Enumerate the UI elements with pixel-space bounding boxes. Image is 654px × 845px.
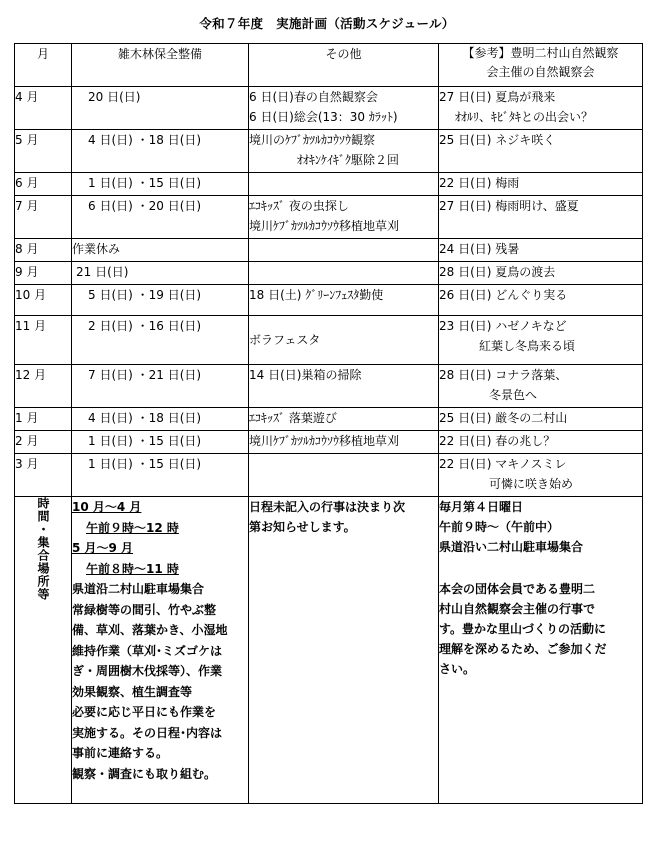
reference-text: 22 日(日) マキノスミレ [439,457,567,471]
table-row [15,262,643,285]
month-cell: 6 月 [15,173,72,196]
period-winter: 10 月～4 月 [72,500,142,514]
other-cell [249,431,439,454]
reference-cell [439,196,643,239]
footer-maintenance-text: 効果観察、植生調査等 [72,684,193,699]
footer-maintenance-text: 事前に連絡する。 [72,746,169,760]
other-text: ｵｵｷﾝｹｲｷﾞｸ駆除２回 [297,153,400,167]
other-cell [249,454,439,497]
footer-reference-text: 毎月第４日曜日 [439,500,524,514]
table-row [15,87,643,130]
reference-cell [439,408,643,431]
reference-text: ｵｵﾙﾘ、ｷﾋﾞﾀｷとの出会い？ [455,110,594,124]
month-cell: 1 月 [15,408,72,431]
maintenance-cell [72,454,249,497]
table-row [15,196,643,239]
header-reference-line2: 会主催の自然観察会 [486,65,595,79]
table-row [15,454,643,497]
reference-text: 25 日(日) ネジキ咲く [439,133,556,147]
footer-maintenance-text: 必要に応じ平日にも作業を [72,705,217,719]
other-text: 境川ｹﾌﾞｶﾂﾙｶｺｳｿｳ移植地草刈 [249,219,400,233]
page-title: 令和７年度 実施計画（活動スケジュール） [199,16,455,31]
reference-text: 27 日(日) 梅雨明け、盛夏 [439,199,579,213]
other-cell [249,87,439,130]
footer-maintenance-text: 常緑樹等の間引、竹やぶ整 [72,602,217,617]
reference-text: 22 日(日) 春の兆し？ [439,434,556,448]
maintenance-text: 作業休み [72,242,121,256]
maintenance-cell [72,431,249,454]
other-text: 14 日(日)巣箱の掃除 [249,368,362,382]
footer-other-cell [249,497,439,804]
footer-maintenance-text: 備、草刈、落葉かき、小湿地 [72,623,228,637]
footer-reference-text: 村山自然観察会主催の行事で [439,602,596,616]
reference-text: 28 日(日) 夏鳥の渡去 [439,265,556,279]
reference-text: 紅葉し冬鳥来る頃 [479,339,576,353]
other-cell [249,173,439,196]
month-cell: 10 月 [15,285,72,316]
other-text: ｴｺｷｯｽﾞ 夜の虫探し [249,199,349,213]
month-cell: 2 月 [15,431,72,454]
other-text: ボラフェスタ [249,333,321,347]
maintenance-cell [72,87,249,130]
header-other: その他 [249,44,439,87]
other-text: 18 日(土) ｸﾞﾘｰﾝﾌｪｽﾀ勤使 [249,288,384,302]
reference-text: 28 日(日) コナラ落葉、 [439,368,568,382]
footer-reference-cell [439,497,643,804]
reference-text: 冬景色へ [489,388,538,402]
footer-other-text: 第お知らせします。 [249,520,356,534]
schedule-table [14,43,643,804]
month-cell: 9 月 [15,262,72,285]
other-text: ｴｺｷｯｽﾞ 落葉遊び [249,411,337,425]
footer-other-text: 日程未記入の行事は決まり次 [249,500,406,514]
header-reference-line1: 【参考】豊明二村山自然観察 [462,46,619,60]
maintenance-text: 1 日(日) ・15 日(日) [88,434,202,448]
reference-cell [439,87,643,130]
maintenance-text: 20 日(日) [88,90,141,104]
table-row [15,285,643,316]
maintenance-cell [72,130,249,173]
month-cell: 7 月 [15,196,72,239]
reference-cell [439,130,643,173]
other-cell [249,196,439,239]
footer-label: 時間・集合場所等 [36,497,50,601]
reference-cell [439,316,643,365]
maintenance-text: 4 日(日) ・18 日(日) [88,411,202,425]
maintenance-text: 21 日(日) [76,265,129,279]
maintenance-text: 2 日(日) ・16 日(日) [88,319,202,333]
header-maintenance: 雑木林保全整備 [72,44,249,87]
footer-reference-text: さい。 [439,662,476,676]
table-row [15,365,643,408]
other-cell [249,365,439,408]
maintenance-cell [72,408,249,431]
reference-cell [439,239,643,262]
reference-cell [439,431,643,454]
month-cell: 11 月 [15,316,72,365]
reference-cell [439,262,643,285]
footer-label-cell [15,497,72,804]
footer-row [15,497,643,804]
table-row [15,239,643,262]
other-cell [249,285,439,316]
header-reference [439,44,643,87]
other-cell [249,262,439,285]
maintenance-cell [72,196,249,239]
footer-maintenance-text: 維持作業（草刈･ミズゴケは [72,643,223,658]
footer-reference-text: 理解を深めるため、ご参加くだ [439,642,607,656]
other-text: 6 日(日)春の自然観察会 [249,90,378,104]
maintenance-text: 1 日(日) ・15 日(日) [88,457,202,471]
reference-text: 25 日(日) 厳冬の二村山 [439,411,568,425]
footer-reference-spacer [439,557,642,579]
month-cell: 8 月 [15,239,72,262]
maintenance-text: 4 日(日) ・18 日(日) [88,133,202,147]
month-cell: 12 月 [15,365,72,408]
other-cell [249,239,439,262]
reference-text: 27 日(日) 夏鳥が飛来 [439,90,556,104]
footer-maintenance-text: 観察・調査にも取り組む。 [72,766,217,781]
footer-reference-text: 午前９時～（午前中） [439,520,560,534]
time-summer: 午前８時～11 時 [86,561,179,576]
time-winter: 午前９時～12 時 [86,520,179,535]
maintenance-cell [72,365,249,408]
header-month: 月 [15,44,72,87]
table-row [15,316,643,365]
footer-reference-text: 本会の団体会員である豊明二 [439,582,596,596]
table-row [15,408,643,431]
table-row [15,431,643,454]
maintenance-text: 5 日(日) ・19 日(日) [88,288,202,302]
footer-maintenance-text: 県道沿二村山駐車場集合 [72,582,205,596]
table-row [15,130,643,173]
footer-maintenance-text: ぎ・周囲樹木伐採等）、作業 [72,664,223,678]
reference-cell [439,173,643,196]
maintenance-cell [72,316,249,365]
reference-text: 22 日(日) 梅雨 [439,176,520,190]
other-cell [249,130,439,173]
maintenance-text: 7 日(日) ・21 日(日) [88,368,202,382]
period-summer: 5 月～9 月 [72,541,134,555]
maintenance-text: 6 日(日) ・20 日(日) [88,199,202,213]
other-text: 境川のｹﾌﾞｶﾂﾙｶｺｳｿｳ観察 [249,133,376,147]
reference-cell [439,454,643,497]
maintenance-text: 1 日(日) ・15 日(日) [88,176,202,190]
other-cell [249,408,439,431]
other-text: 6 日(日)総会(13：30 ｶﾗｯﾄ) [249,110,398,124]
month-cell: 5 月 [15,130,72,173]
maintenance-cell [72,262,249,285]
reference-cell [439,285,643,316]
reference-text: 24 日(日) 残暑 [439,242,520,256]
maintenance-cell [72,285,249,316]
footer-maintenance-text: 実施する。その日程･内容は [72,725,223,740]
reference-text: 23 日(日) ハゼノキなど [439,319,567,333]
maintenance-cell [72,239,249,262]
month-cell: 3 月 [15,454,72,497]
maintenance-cell [72,173,249,196]
other-text: 境川ｹﾌﾞｶﾂﾙｶｺｳｿｳ移植地草刈 [249,434,400,448]
footer-maintenance-cell [72,497,249,804]
reference-cell [439,365,643,408]
footer-reference-text: す。豊かな里山づくりの活動に [439,622,607,636]
table-row [15,173,643,196]
header-row [15,44,643,87]
other-cell [249,316,439,365]
footer-reference-text: 県道沿い二村山駐車場集合 [439,540,584,554]
reference-text: 26 日(日) どんぐり実る [439,288,568,302]
reference-text: 可憐に咲き始め [489,477,574,491]
month-cell: 4 月 [15,87,72,130]
